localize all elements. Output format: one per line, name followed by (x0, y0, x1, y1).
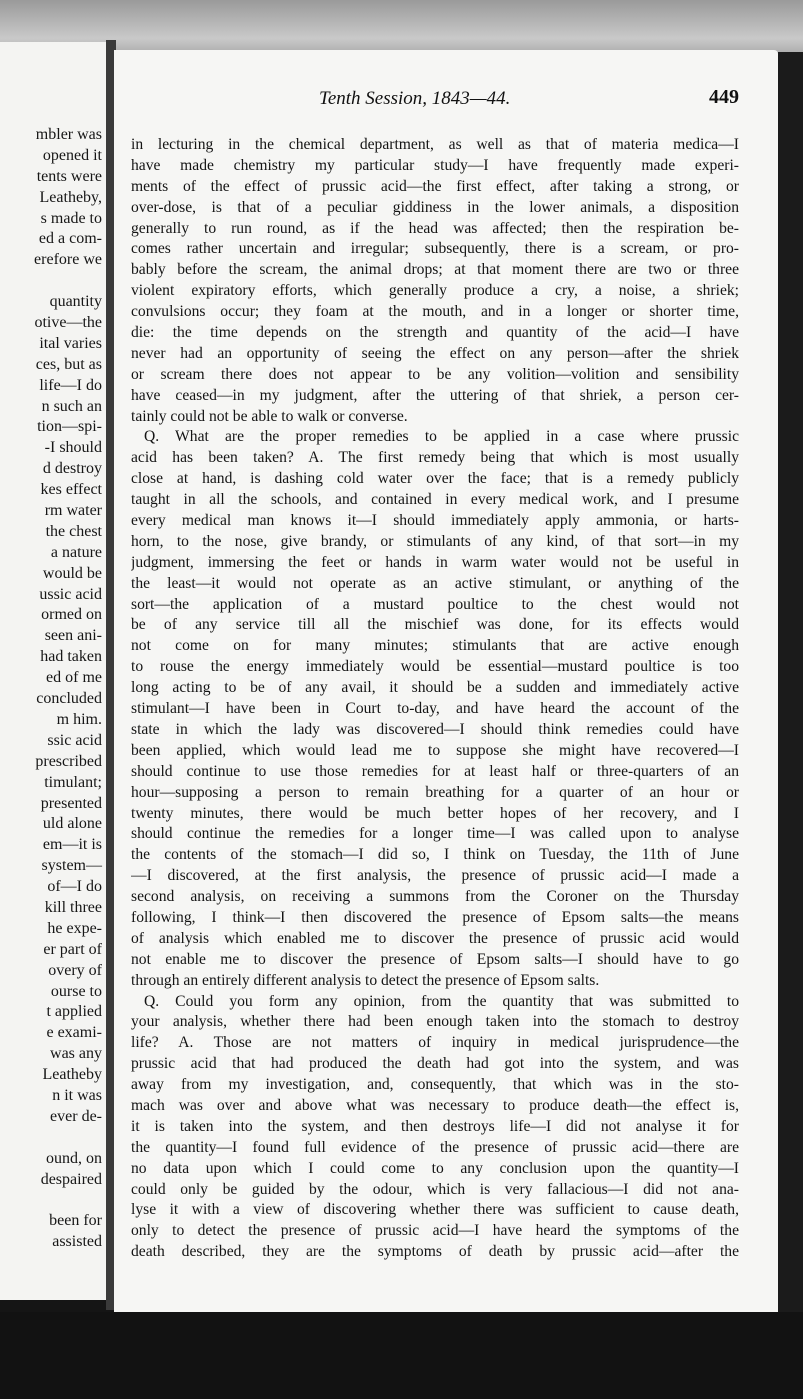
left-page-line: was any (50, 1045, 102, 1063)
left-page-text (0, 125, 104, 1253)
left-page-line: system— (41, 857, 102, 875)
left-page-line: had taken (40, 648, 102, 666)
left-page-line: uld alone (42, 815, 102, 833)
text-line: over-dose, is that of a peculiar giddiness in the lower animals, a disposition (131, 198, 739, 216)
left-page-line: he expe- (47, 919, 102, 937)
text-line: have made chemistry my particular study—I have frequently made experi- (131, 156, 739, 174)
left-page-line: erefore we (34, 251, 102, 269)
text-line: tainly could not be able to walk or converse. (131, 407, 408, 425)
left-page-line: n such an (41, 397, 102, 415)
text-line: never had an opportunity of seeing the effect on any person—after the shriek (131, 344, 739, 362)
page-number: 449 (709, 86, 739, 108)
left-page-line: m him. (56, 710, 102, 728)
left-page-line: life—I do (39, 376, 102, 394)
text-line: mach was over and above what was necessary to produce death—the effect is, (131, 1096, 739, 1114)
left-page-line (0, 1190, 104, 1211)
left-page-line (0, 271, 104, 292)
text-line: should continue to use those remedies for at least half or three-quarters of an (131, 762, 739, 780)
left-page-line: would be (42, 564, 102, 582)
left-page-line: tents were (36, 167, 102, 185)
right-page (114, 50, 778, 1312)
left-page-line: ed of me (46, 669, 102, 687)
left-page-line: kill three (44, 898, 102, 916)
text-line: close at hand, is dashing cold water over the face; that is a remedy publicly (131, 470, 739, 488)
left-page-line: e exami- (46, 1024, 102, 1042)
text-line: not enable me to discover the presence of Epsom salts—I should have to go (131, 950, 739, 968)
left-page-line: kes effect (40, 481, 102, 499)
left-page-line: ed a com- (38, 230, 102, 248)
scan-background-bottom (0, 1312, 803, 1399)
running-head: Tenth Session, 1843—44. (319, 88, 511, 109)
text-line: in lecturing in the chemical department, as well as that of materia medica—I (131, 136, 739, 153)
scan-background-right (778, 52, 803, 1352)
text-line: generally to run round, as if the head was affected; then the respiration be- (131, 219, 739, 237)
text-line: state in which the lady was discovered—I should think remedies could have (131, 720, 739, 738)
text-line: Q. Could you form any opinion, from the quantity that was submitted to (144, 992, 739, 1010)
text-line: ments of the effect of prussic acid—the first effect, after taking a strong, or (131, 177, 739, 195)
text-line: judgment, immersing the feet or hands in warm water would not be useful in (131, 553, 739, 571)
page-header (114, 88, 739, 112)
left-page-line: er part of (43, 940, 102, 958)
left-page-line: assisted (52, 1233, 102, 1251)
left-page-line: ussic acid (39, 585, 102, 603)
left-page-line: the chest (45, 522, 102, 540)
left-page-line: seen ani- (44, 627, 102, 645)
text-line: through an entirely different analysis to detect the presence of Epsom salts. (131, 971, 600, 989)
left-page-line: prescribed (35, 752, 102, 770)
left-page-line: tion—spi- (37, 418, 102, 436)
text-line: should continue the remedies for a longer time—I was called upon to analyse (131, 825, 739, 843)
text-line: die: the time depends on the strength and quantity of the acid—I have (131, 324, 739, 342)
left-page-line: ound, on (46, 1149, 102, 1167)
text-line: taught in all the schools, and contained in every medical work, and I presume (131, 491, 739, 509)
left-page-line: -I should (44, 439, 102, 457)
text-line: twenty minutes, there would be much better hopes of her recovery, and I (131, 804, 739, 822)
left-page-line: overy of (48, 961, 102, 979)
text-line: bably before the scream, the animal drops; at that moment there are two or three (131, 261, 739, 279)
text-line: convulsions occur; they foam at the mouth, and in a longer or shorter time, (131, 303, 739, 321)
text-line: the contents of the stomach—I did so, I think on Tuesday, the 11th of June (131, 846, 739, 864)
text-line: —I discovered, at the first analysis, the presence of prussic acid—I made a (131, 867, 739, 885)
left-page-line: ces, but as (35, 355, 102, 373)
text-line: away from my investigation, and, consequently, that which was in the sto- (131, 1076, 739, 1094)
left-page-line: ital varies (39, 334, 102, 352)
left-page-line: ssic acid (47, 731, 102, 749)
text-line: it is taken into the system, and then destroys life—I did not analyse it for (131, 1117, 739, 1135)
left-page-line: rm water (44, 502, 102, 520)
text-line: every medical man knows it—I should immediately apply ammonia, or harts- (131, 512, 739, 530)
left-page-line: been for (49, 1212, 102, 1230)
text-line: violent expiratory efforts, which generally produce a cry, a noise, a shriek; (131, 282, 739, 300)
left-page-line: s made to (40, 209, 102, 227)
text-line: hour—supposing a person to remain breathing for a quarter of an hour or (131, 783, 739, 801)
text-line: been applied, which would lead me to suppose she might have recovered—I (131, 741, 739, 759)
left-page-line: ever de- (50, 1107, 102, 1125)
text-line: life? A. Those are not matters of inquiry in medical jurisprudence—the (131, 1034, 739, 1052)
text-line: be of any service till all the mischief was done, for its effects would (131, 616, 739, 634)
left-page-line: otive—the (34, 314, 102, 332)
text-line: or scream there does not appear to be any volition—volition and sensibility (131, 365, 739, 383)
left-page-line: quantity (49, 293, 102, 311)
left-page-line: n it was (52, 1086, 102, 1104)
text-line: Q. What are the proper remedies to be applied in a case where prussic (144, 428, 739, 446)
text-line: prussic acid that had produced the death had got into the system, and was (131, 1055, 739, 1073)
body-text (131, 135, 739, 1263)
left-page-line: timulant; (44, 773, 102, 791)
text-line: acid has been taken? A. The first remedy being that which is most usually (131, 449, 739, 467)
left-page-line (0, 1128, 104, 1149)
left-page-line: despaired (40, 1170, 102, 1188)
left-page-line: a nature (50, 543, 102, 561)
text-line: following, I think—I then discovered the presence of Epsom salts—the means (131, 908, 739, 926)
left-page-line: opened it (42, 146, 102, 164)
text-line: horn, to the nose, give brandy, or stimulants of any kind, of that sort—in my (131, 532, 739, 550)
left-page-line: t applied (46, 1003, 102, 1021)
text-line: have ceased—in my judgment, after the uttering of that shriek, a person cer- (131, 386, 739, 404)
left-page-line: d destroy (42, 460, 102, 478)
left-page-line: Leatheby, (39, 188, 102, 206)
text-line: stimulant—I have been in Court to-day, and have heard the account of the (131, 700, 739, 718)
text-line: comes rather uncertain and irregular; subsequently, there is a scream, or pro- (131, 240, 739, 258)
text-line: could only be guided by the odour, which is very fallacious—I did not ana- (131, 1180, 739, 1198)
text-line: not come on for many minutes; stimulants that are active enough (131, 637, 739, 655)
text-line: no data upon which I could come to any conclusion upon the quantity—I (131, 1159, 739, 1177)
left-page-line: of—I do (47, 878, 102, 896)
text-line: long acting to be of any avail, it should be a sudden and immediately active (131, 679, 739, 697)
text-line: your analysis, whether there had been enough taken into the stomach to destroy (131, 1013, 739, 1031)
left-page-line: concluded (36, 690, 102, 708)
text-line: sort—the application of a mustard poultice to the chest would not (131, 595, 739, 613)
left-page-line: mbler was (35, 126, 102, 143)
left-facing-page (0, 42, 109, 1300)
left-page-line: ormed on (41, 606, 102, 624)
left-page-line: em—it is (42, 836, 102, 854)
left-page-line: presented (40, 794, 102, 812)
text-line: the least—it would not operate as an active stimulant, or anything of the (131, 574, 739, 592)
text-line: only to detect the presence of prussic acid—I have heard the symptoms of the (131, 1222, 739, 1240)
text-line: of analysis which enabled me to discover the presence of prussic acid would (131, 929, 739, 947)
text-line: death described, they are the symptoms of death by prussic acid—after the (131, 1243, 739, 1261)
text-line: the quantity—I found full evidence of the presence of prussic acid—there are (131, 1138, 739, 1156)
left-page-line: Leatheby (42, 1066, 102, 1084)
text-line: lyse it with a view of discovering whether there was sufficient to cause death, (131, 1201, 739, 1219)
left-page-line: ourse to (50, 982, 102, 1000)
text-line: second analysis, on receiving a summons from the Coroner on the Thursday (131, 888, 739, 906)
text-line: to rouse the energy immediately would be essential—mustard poultice is too (131, 658, 739, 676)
